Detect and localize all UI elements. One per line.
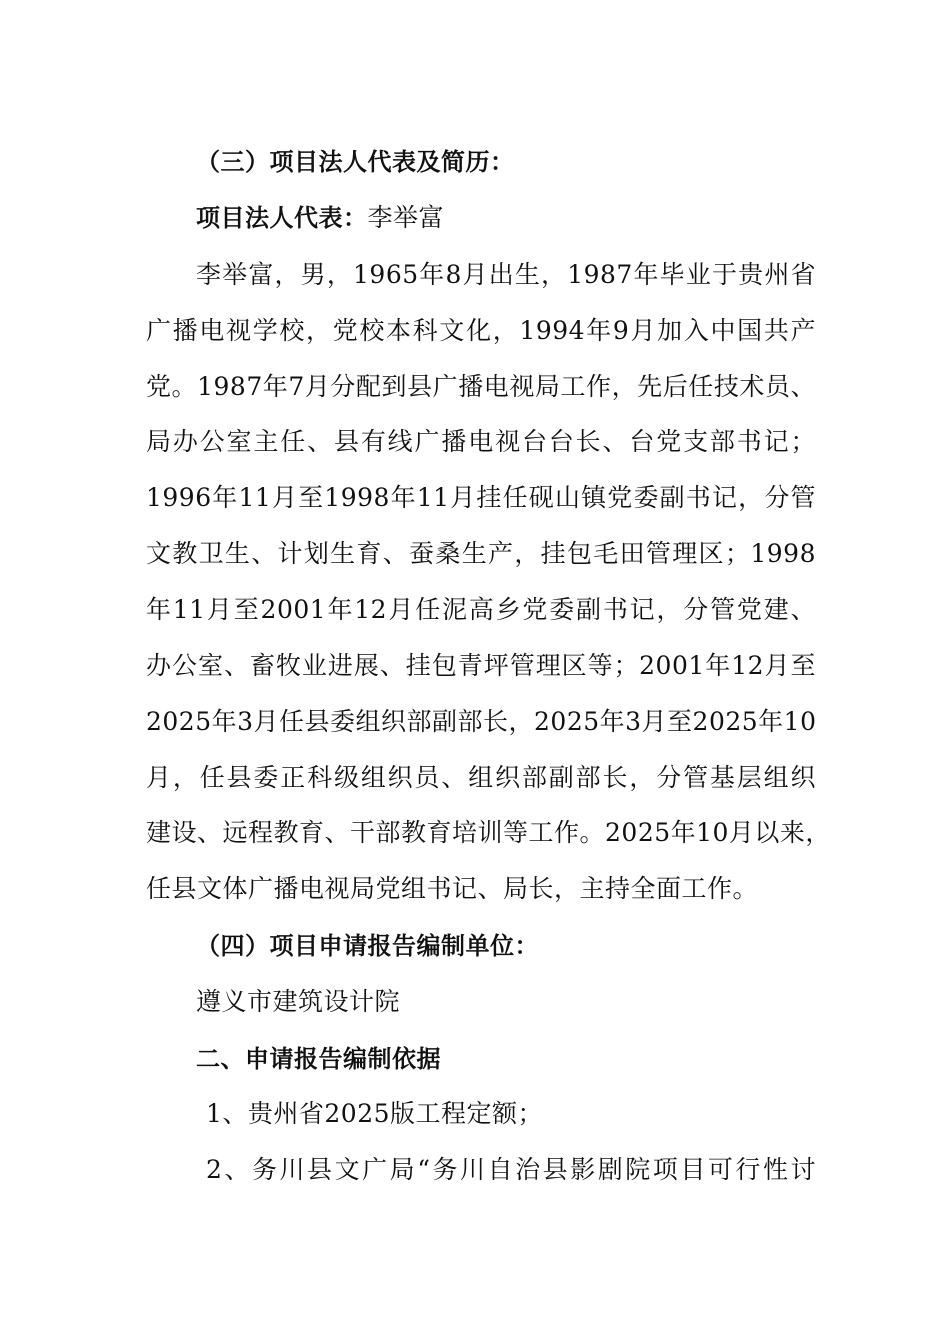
bio-line-8: 办公室、畜牧业进展、挂包青坪管理区等；2001年12月至 <box>146 651 816 680</box>
section4-heading: （四）项目申请报告编制单位： <box>196 932 539 960</box>
bio-line-2: 广播电视学校，党校本科文化，1994年9月加入中国共产 <box>146 316 816 345</box>
bio-line-3: 党。1987年7月分配到县广播电视局工作，先后任技术员、 <box>146 372 816 401</box>
legal-rep-name: 李举富 <box>367 203 445 232</box>
bio-line-7: 年11月至2001年12月任泥高乡党委副书记，分管党建、 <box>146 595 816 624</box>
bio-line-1: 李举富，男，1965年8月出生，1987年毕业于贵州省 <box>196 260 816 289</box>
design-unit-name: 遵义市建筑设计院 <box>196 987 401 1016</box>
bio-line-10: 月，任县委正科级组织员、组织部副部长，分管基层组织 <box>146 763 816 792</box>
basis-item-1: 1、贵州省2025版工程定额； <box>206 1099 544 1128</box>
basis-item-2: 2、务川县文广局“务川自治县影剧院项目可行性讨 <box>206 1155 816 1184</box>
section3-heading: （三）项目法人代表及简历： <box>196 148 515 176</box>
bio-line-12: 任县文体广播电视局党组书记、局长，主持全面工作。 <box>146 874 759 903</box>
bio-line-11: 建设、远程教育、干部教育培训等工作。2025年10月以来， <box>146 818 831 847</box>
basis-heading: 二、申请报告编制依据 <box>196 1045 441 1073</box>
legal-rep-label: 项目法人代表： <box>196 204 368 232</box>
bio-line-6: 文教卫生、计划生育、蚕桑生产，挂包毛田管理区；1998 <box>146 539 816 568</box>
bio-line-4: 局办公室主任、县有线广播电视台台长、台党支部书记； <box>146 427 816 456</box>
bio-line-9: 2025年3月任县委组织部副部长，2025年3月至2025年10 <box>146 707 817 736</box>
legal-rep-line <box>196 198 816 238</box>
bio-line-5: 1996年11月至1998年11月挂任砚山镇党委副书记，分管 <box>146 483 816 512</box>
